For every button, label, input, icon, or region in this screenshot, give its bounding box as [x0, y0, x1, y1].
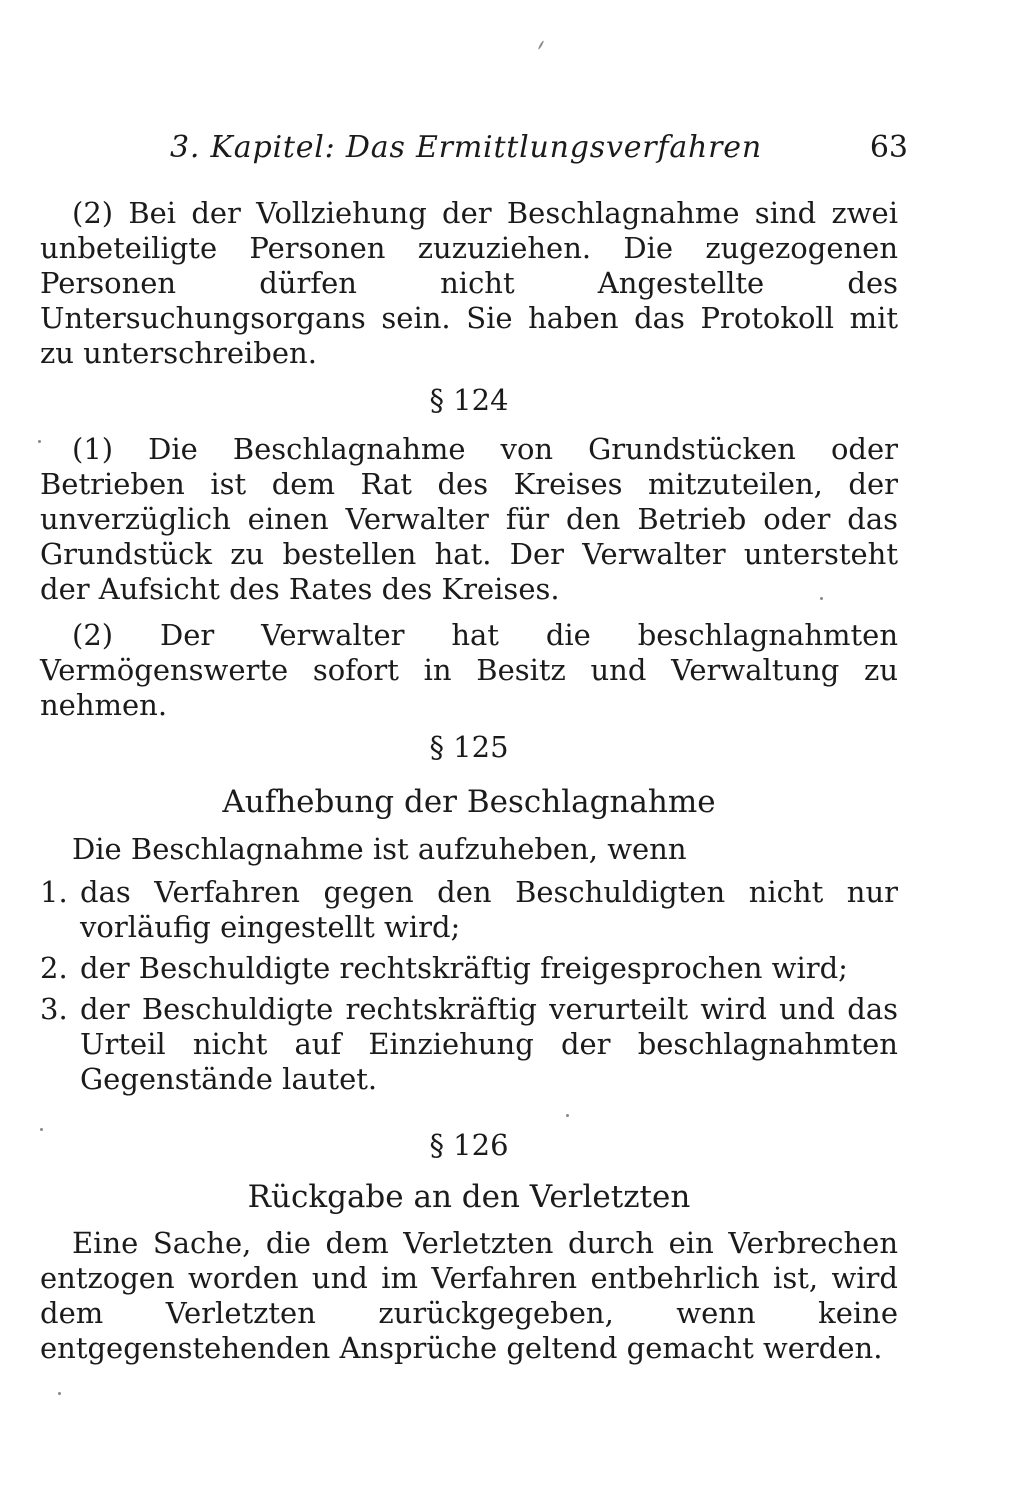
section-125-intro: Die Beschlagnahme ist aufzuheben, wenn	[72, 832, 687, 866]
page-number: 63	[869, 130, 908, 165]
list-item	[40, 951, 898, 986]
section-124-heading: § 124	[429, 383, 509, 417]
list-item-text: der Beschuldigte rechtskräftig verurteilt wird und das Urteil nicht auf Einziehung der beschlagnahmten Gegenstände lautet.	[80, 992, 898, 1096]
list-item-number: 3.	[40, 992, 68, 1026]
list-item-text: der Beschuldigte rechtskräftig freigesprochen wird;	[80, 951, 848, 985]
section-125-heading: § 125	[429, 730, 509, 764]
section-124-paragraph-1: (1) Die Beschlagnahme von Grundstücken oder Betrieben ist dem Rat des Kreises mitzuteilen, der unverzüglich einen Verwalter für den Betrieb oder das Grundstück zu bestellen hat. Der Verwalter untersteht der Aufsicht des Rates des Kreises.	[40, 432, 898, 606]
list-item-number: 1.	[40, 875, 68, 909]
list-item-number: 2.	[40, 951, 68, 985]
section-124-paragraph-2: (2) Der Verwalter hat die beschlagnahmten Vermögenswerte sofort in Besitz und Verwaltung zu nehmen.	[40, 618, 898, 722]
section-126-title: Rückgabe an den Verletzten	[247, 1179, 691, 1215]
paragraph-123-2: (2) Bei der Vollziehung der Beschlagnahme sind zwei unbeteiligte Personen zuzuziehen. Die zugezogenen Personen dürfen nicht Angestellte des Untersuchungsorgans sein. Sie haben das Protokoll mit zu unterschreiben.	[40, 196, 898, 370]
section-125-title: Aufhebung der Beschlagnahme	[222, 784, 716, 820]
running-header	[170, 128, 908, 168]
section-125-list	[40, 875, 898, 1103]
chapter-title: 3. Kapitel: Das Ermittlungsverfahren	[170, 130, 762, 165]
scan-speck	[38, 440, 41, 443]
list-item-text: das Verfahren gegen den Beschuldigten nicht nur vorläufig eingestellt wird;	[80, 875, 898, 944]
scan-speck	[820, 597, 823, 600]
section-126-text: Eine Sache, die dem Verletzten durch ein Verbrechen entzogen worden und im Verfahren entbehrlich ist, wird dem Verletzten zurückgegeben, wenn keine entgegenstehenden Ansprüche geltend gemacht werden.	[40, 1226, 898, 1365]
scan-speck	[58, 1392, 61, 1395]
scan-speck	[40, 1128, 43, 1131]
scan-speck	[566, 1114, 569, 1117]
scan-speck	[538, 40, 545, 50]
list-item	[40, 992, 898, 1097]
section-126-heading: § 126	[429, 1128, 509, 1162]
list-item	[40, 875, 898, 945]
